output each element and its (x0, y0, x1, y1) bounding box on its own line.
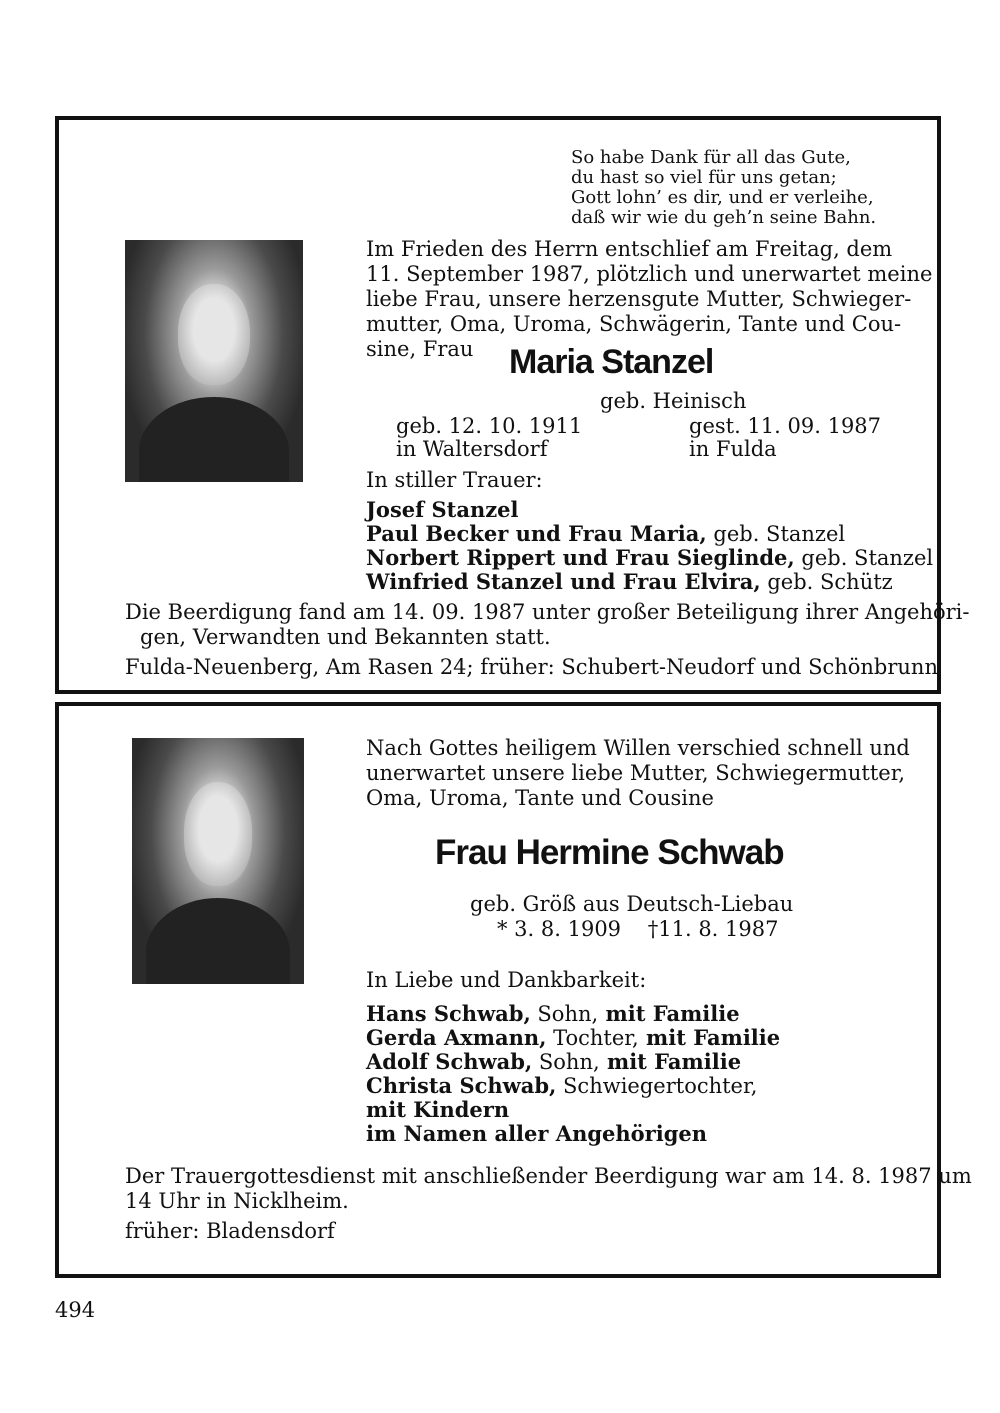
former-residence: früher: Bladensdorf (125, 1219, 335, 1243)
mourning-heading: In stiller Trauer: (366, 468, 543, 492)
poem-line: So habe Dank für all das Gute, (571, 147, 851, 168)
mourner-line: Josef Stanzel (366, 497, 519, 522)
mourner-line: im Namen aller Angehörigen (366, 1121, 708, 1146)
funeral-line: gen, Verwandten und Bekannten statt. (140, 625, 551, 649)
intro-line: mutter, Oma, Uroma, Schwägerin, Tante und Cou- (366, 312, 902, 336)
birth-date: geb. 12. 10. 1911 (396, 414, 583, 438)
death-date: gest. 11. 09. 1987 (689, 414, 882, 438)
funeral-line: 14 Uhr in Nicklheim. (125, 1189, 349, 1213)
intro-line: Nach Gottes heiligem Willen verschied schnell und (366, 736, 910, 760)
page-number: 494 (55, 1298, 96, 1322)
poem-line: daß wir wie du geh’n seine Bahn. (571, 207, 877, 228)
intro-line: liebe Frau, unsere herzensgute Mutter, Schwieger- (366, 287, 912, 311)
life-dates: * 3. 8. 1909 †11. 8. 1987 (497, 917, 779, 941)
mourner-line: Adolf Schwab, Sohn, mit Familie (366, 1049, 742, 1074)
poem-line: Gott lohn’ es dir, und er verleihe, (571, 187, 874, 208)
funeral-line: Der Trauergottesdienst mit anschließender Beerdigung war am 14. 8. 1987 um (125, 1164, 972, 1188)
mourner-line: Hans Schwab, Sohn, mit Familie (366, 1001, 740, 1026)
maiden-name-origin: geb. Größ aus Deutsch-Liebau (470, 892, 794, 916)
intro-line: Im Frieden des Herrn entschlief am Freitag, dem (366, 237, 893, 261)
mourner-line: mit Kindern (366, 1097, 510, 1122)
birth-place: in Waltersdorf (396, 437, 548, 461)
intro-line: sine, Frau (366, 337, 474, 361)
mourner-line: Gerda Axmann, Tochter, mit Familie (366, 1025, 781, 1050)
mourning-heading: In Liebe und Dankbarkeit: (366, 968, 647, 992)
mourner-line: Norbert Rippert und Frau Sieglinde, geb. Stanzel (366, 545, 934, 570)
deceased-name: Maria Stanzel (509, 343, 714, 381)
portrait-photo-hermine-schwab (132, 738, 304, 984)
intro-line: 11. September 1987, plötzlich und unerwartet meine (366, 262, 933, 286)
obituary-notice-maria-stanzel (55, 116, 970, 694)
portrait-photo-maria-stanzel (125, 240, 303, 482)
intro-line: unerwartet unsere liebe Mutter, Schwiegermutter, (366, 761, 906, 785)
intro-line: Oma, Uroma, Tante und Cousine (366, 786, 714, 810)
mourner-line: Paul Becker und Frau Maria, geb. Stanzel (366, 521, 846, 546)
address-line: Fulda-Neuenberg, Am Rasen 24; früher: Schubert-Neudorf und Schönbrunn (125, 655, 938, 679)
poem-line: du hast so viel für uns getan; (571, 167, 837, 188)
obituary-notice-hermine-schwab (55, 702, 972, 1278)
mourner-line: Christa Schwab, Schwiegertochter, (366, 1073, 758, 1098)
death-place: in Fulda (689, 437, 777, 461)
deceased-name: Frau Hermine Schwab (435, 833, 784, 872)
funeral-line: Die Beerdigung fand am 14. 09. 1987 unter großer Beteiligung ihrer Angehöri- (125, 600, 970, 624)
mourner-line: Winfried Stanzel und Frau Elvira, geb. Schütz (366, 569, 893, 594)
maiden-name: geb. Heinisch (600, 389, 747, 413)
